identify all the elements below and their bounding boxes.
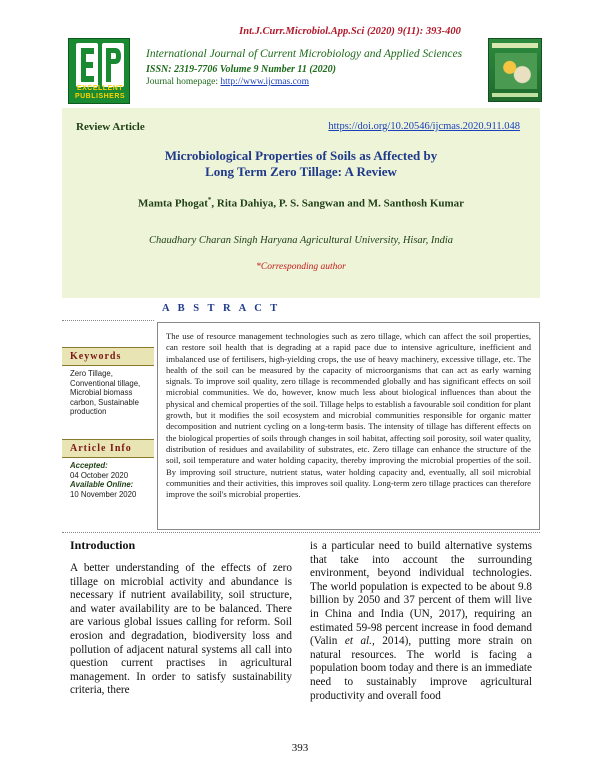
intro-column-left: A better understanding of the effects of zero tillage on microbial activity and abundance is necessary if nutrient availability, soil structure, and water availability are to be balanced. There are various global issues calling for reform. Soil erosion and degradation, biodiversity loss and pollution of adjacent natural systems all call into question current practises in agricultural management. In order to satisfy sustainability criteria, there xyxy=(70,562,292,697)
title-block xyxy=(62,108,540,298)
author-list xyxy=(62,196,540,210)
title-line-1: Microbiological Properties of Soils as Affected by xyxy=(164,148,438,163)
journal-cover-thumbnail xyxy=(488,38,542,102)
accepted-label: Accepted: xyxy=(70,461,108,470)
introduction-heading: Introduction xyxy=(70,538,136,552)
accepted-date: 04 October 2020 xyxy=(70,470,129,480)
other-authors: , Rita Dahiya, P. S. Sangwan and M. Santhosh Kumar xyxy=(211,197,465,210)
article-type: Review Article xyxy=(76,121,145,133)
publisher-logo xyxy=(68,38,130,104)
article-title xyxy=(92,148,510,180)
abstract-text: The use of resource management technologies such as zero tillage, which can affect the soil properties, can restore soil health that is degrading at a rapid pace due to intensive agriculture, inefficient and imbalanced use of fertilisers, high-yielding crops, the use of heavy machinery, excessive tillage, etc. The health of the soil can be measured by the capacity of microorganisms that can act as early warning signals. To improve soil quality, zero tillage is recommended globally and has significant effects on soil microbial communities. We do, however, know much less about biological influences than about the physical and chemical properties of the soil. Tillage helps to establish a favourable soil condition for plant growth, but it modifies the soil ecosystem and microbial communities responsible for organic matter decomposition and nutrient cycling on a long-term basis. The intensity of tillage has different effects on the biological properties of soils through changes in soil habitat, affecting soil porosity, soil water quality, distribution of residues and availability of substrates, etc. Zero tillage can enhance the structure of the soil, soil temperature and water holding capacity, thereby improving the microbial properties of the soil. By improving soil structure, nutrient status, water holding capacity and, eventually, all soil microbial communities and their activities, this improves soil quality. Long-term zero tillage practices can therefore improve the soil's microbial properties. xyxy=(166,331,531,500)
publisher-name: EXCELLENT PUBLISHERS xyxy=(74,85,126,100)
abstract-box xyxy=(157,322,540,530)
title-line-2: Long Term Zero Tillage: A Review xyxy=(205,164,397,179)
abstract-heading: A B S T R A C T xyxy=(162,303,281,314)
article-dates xyxy=(62,458,154,502)
corresponding-author-note: *Corresponding author xyxy=(256,262,346,272)
cover-image xyxy=(495,53,537,89)
homepage-link[interactable]: http://www.ijcmas.com xyxy=(220,77,309,87)
online-label: Available Online: xyxy=(70,480,134,490)
first-author: Mamta Phogat xyxy=(137,197,208,210)
page-number: 393 xyxy=(291,742,309,754)
cover-footer-bar xyxy=(492,93,538,97)
article-info-box xyxy=(62,439,154,502)
journal-homepage: Journal homepage: http://www.ijcmas.com xyxy=(146,77,309,87)
journal-citation: Int.J.Curr.Microbiol.App.Sci (2020) 9(11): 393-400 xyxy=(239,26,461,37)
keywords-box xyxy=(62,347,154,420)
doi-link[interactable]: https://doi.org/10.20546/ijcmas.2020.911.048 xyxy=(328,121,520,132)
affiliation: Chaudhary Charan Singh Haryana Agricultural University, Hisar, India xyxy=(148,235,454,246)
journal-header xyxy=(68,38,542,104)
intro-column-right: is a particular need to build alternative systems that take into account the surrounding environment, beyond individual technologies. The world population is expected to be about 9.8 billion by 2050 and 37 percent of them will live in China and India (UN, 2017), requiring an estimated 59-98 percent increase in food demand (Valin et al., 2014), putting more strain on natural resources. The world is facing a population boom today and there is an immediate need to sustainably improve agricultural productivity and overall food xyxy=(310,540,532,702)
keywords-label: Keywords xyxy=(62,347,154,366)
section-divider xyxy=(62,532,540,533)
ep-logo-icon xyxy=(75,42,125,88)
article-sidebar xyxy=(62,320,154,520)
keywords-list: Zero Tillage, Conventional tillage, Microbial biomass carbon, Sustainable production xyxy=(70,369,141,417)
journal-name: International Journal of Current Microbiology and Applied Sciences xyxy=(146,48,463,60)
cover-title-bar xyxy=(492,43,538,48)
article-info-label: Article Info xyxy=(62,439,154,458)
issn-volume: ISSN: 2319-7706 Volume 9 Number 11 (2020) xyxy=(146,64,337,75)
online-date: 10 November 2020 xyxy=(70,489,137,499)
corresponding-mark: * xyxy=(207,196,212,204)
